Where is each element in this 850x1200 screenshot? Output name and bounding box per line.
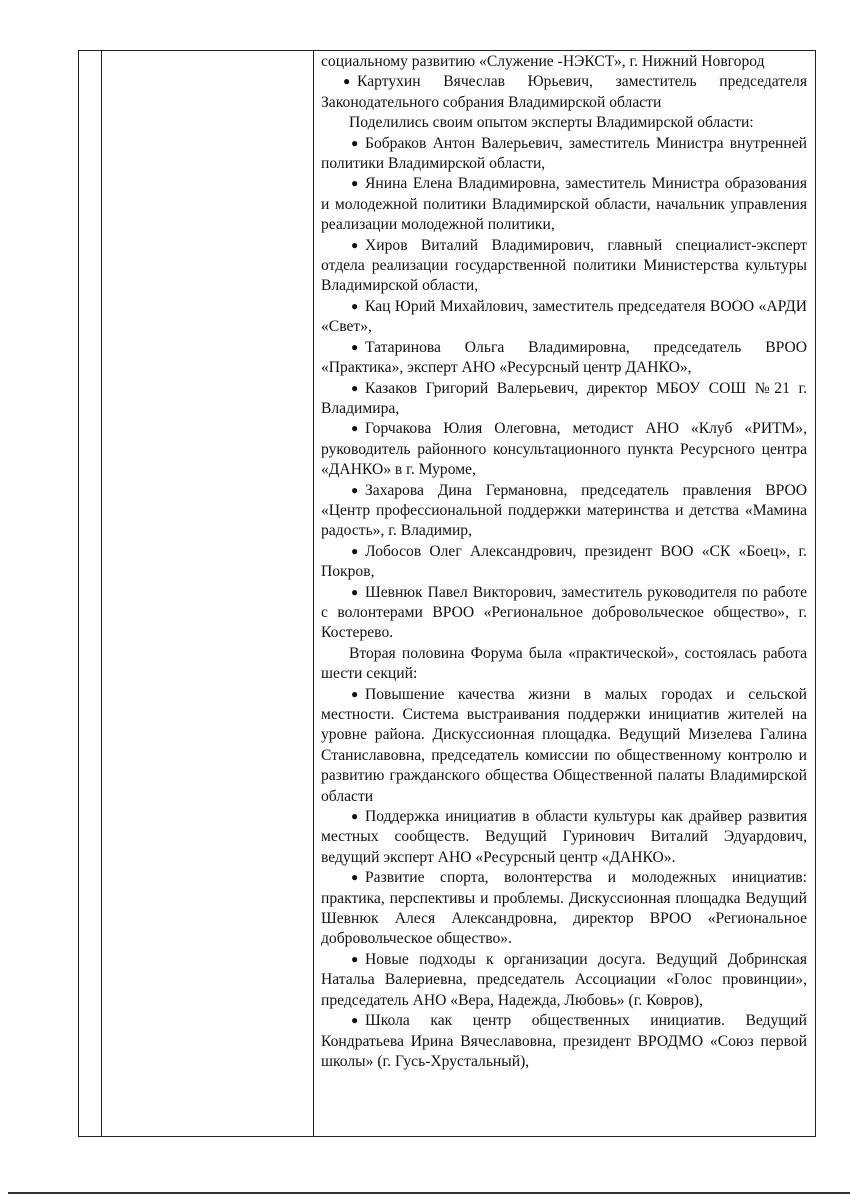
bullet-item [321,685,807,807]
bullet-item [321,481,807,542]
bullet-item [321,807,807,868]
bullet-icon: ● [351,686,359,701]
bullet-text: Школа как центр общественных инициатив. Ведущий Кондратьева Ирина Вячеславовна, президент ВРОДМО «Союз первой школы» (г. Гусь-Хрустальный), [321,1012,807,1070]
bullet-icon: ● [351,237,359,252]
bullet-icon: ● [351,298,359,313]
table-column-border-4 [815,50,816,1136]
table-bottom-border [78,1136,816,1137]
bullet-icon: ● [351,482,359,497]
bullet-item [321,419,807,480]
table-column-border-1 [78,50,79,1136]
bullet-item [321,72,807,113]
bullet-item [321,297,807,338]
table-column-border-2 [101,50,102,1136]
bullet-text: Янина Елена Владимировна, заместитель Министра образования и молодежной политики Владимирской области, начальник управления реализации молодежной политики, [321,175,807,234]
bullet-text: Новые подходы к организации досуга. Ведущий Добринская Натальа Валериевна, председатель Ассоциации «Голос провинции», председатель АНО «Вера, Надежда, Любовь» (г. Ковров), [321,950,807,1009]
page-bottom-rule [8,1192,850,1194]
bullet-item [321,542,807,583]
bullet-text: Казаков Григорий Валерьевич, директор МБОУ СОШ №21 г. Владимира, [321,379,807,417]
bullet-text: Бобраков Антон Валерьевич, заместитель Министра внутренней политики Владимирской области, [321,134,807,173]
bullet-icon: ● [351,951,359,966]
bullet-text: Хиров Виталий Владимирович, главный специалист-эксперт отдела реализации государственной политики Министерства культуры Владимирской области, [321,236,807,295]
bullet-text: Горчакова Юлия Олеговна, методист АНО «Клуб «РИТМ», руководитель районного консультационного пункта Ресурсного центра «ДАНКО» в г. Муроме, [321,420,807,479]
table-top-border [78,50,816,51]
bullet-text: Захарова Дина Германовна, председатель правления ВРОО «Центр профессиональной поддержки материнства и детства «Мамина радость», г. Владимир, [321,481,807,540]
bullet-item [321,338,807,379]
bullet-text: Кац Юрий Михайлович, заместитель председателя ВООО «АРДИ «Свет», [321,297,807,336]
bullet-item [321,1011,807,1072]
bullet-icon: ● [343,74,351,89]
bullet-text: Повышение качества жизни в малых городах и сельской местности. Система выстраивания поддержки инициатив жителей на уровне района. Дискуссионная площадка. Ведущий Мизелева Галина Станиславовна, председатель комиссии по общественному контролю и развитию гражданского общества Общественной палаты Владимирской области [321,685,807,805]
bullet-text: Татаринова Ольга Владимировна, председатель ВРОО «Практика», эксперт АНО «Ресурсный центр ДАНКО», [321,338,807,377]
bullet-icon: ● [351,339,359,354]
bullet-icon: ● [351,421,359,436]
bullet-item [321,379,807,420]
bullet-item [321,174,807,235]
bullet-text: Шевнюк Павел Викторович, заместитель руководителя по работе с волонтерами ВРОО «Региональное добровольческое общество», г. Костерево. [321,583,807,642]
intro-paragraph: Вторая половина Форума была «практической», состоялась работа шести секций: [321,644,807,683]
bullet-item [321,868,807,950]
bullet-icon: ● [351,135,359,150]
bullet-item [321,950,807,1011]
bullet-icon: ● [351,870,359,885]
bullet-icon: ● [351,584,359,599]
bullet-icon: ● [351,380,359,395]
table-column-border-3 [313,50,314,1136]
bullet-icon: ● [351,1013,359,1028]
bullet-text: Поддержка инициатив в области культуры как драйвер развития местных сообществ. Ведущий Гуринович Виталий Эдуардович, ведущий эксперт АНО «Ресурсный центр «ДАНКО». [321,808,807,866]
bullet-text: Лобосов Олег Александрович, президент ВОО «СК «Боец», г. Покров, [321,542,807,581]
bullet-icon: ● [351,176,359,191]
continued-paragraph: социальному развитию «Служение -НЭКСТ», г. Нижний Новгород [321,53,765,70]
bullet-item [321,583,807,644]
bullet-text: Картухин Вячеслав Юрьевич, заместитель председателя Законодательного собрания Владимирской области [321,73,807,111]
bullet-icon: ● [351,809,359,824]
bullet-text: Развитие спорта, волонтерства и молодежных инициатив: практика, перспективы и проблемы. Дискуссионная площадка Ведущий Шевнюк Алеся Александровна, директор ВРОО «Региональное добровольческое общество». [321,869,807,948]
bullet-icon: ● [351,543,359,558]
table-cell-text [321,52,807,1072]
intro-paragraph: Поделились своим опытом эксперты Владимирской области: [349,114,754,132]
bullet-item [321,236,807,297]
bullet-item [321,134,807,175]
